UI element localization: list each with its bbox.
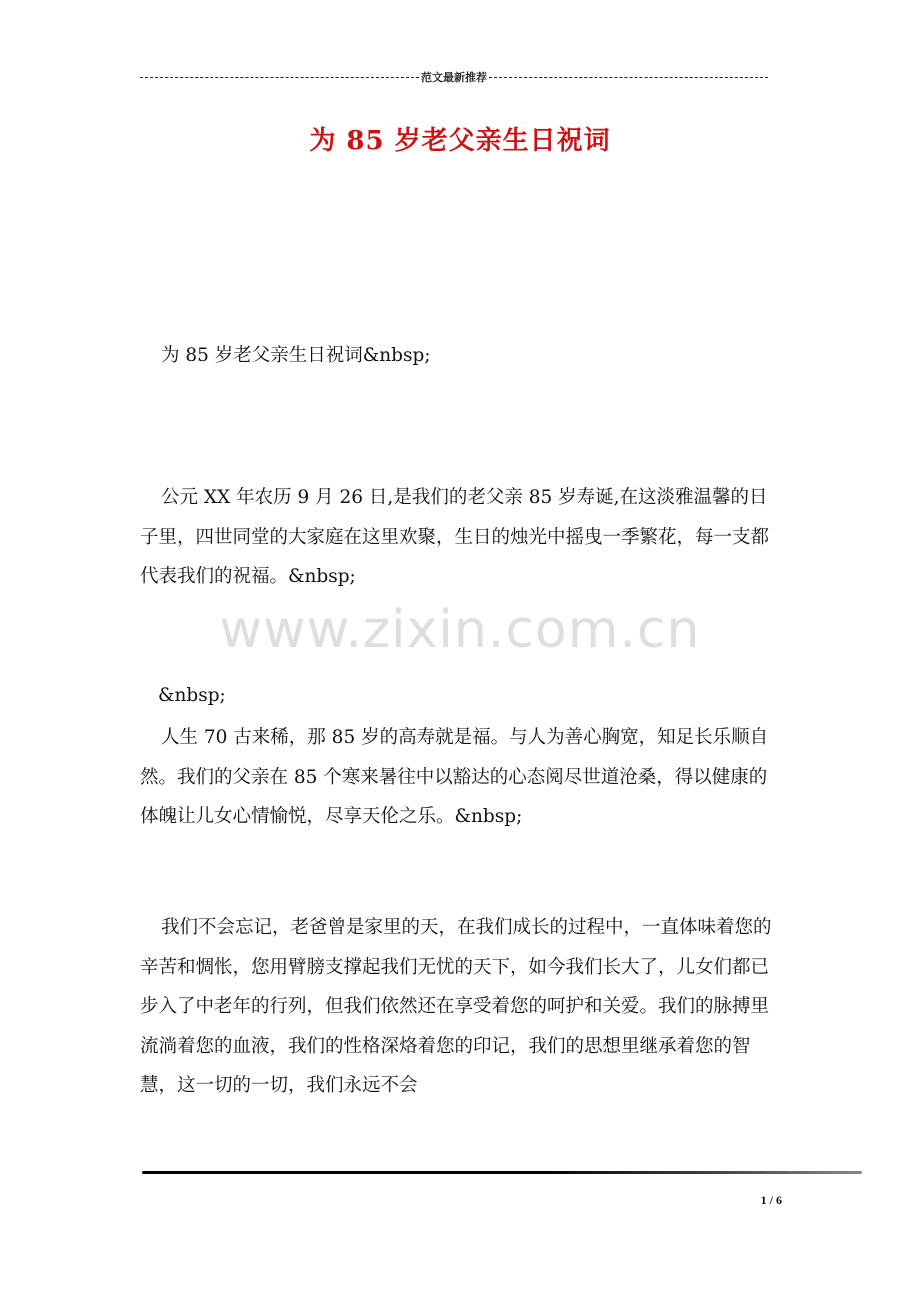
header-dash-right [489,77,768,78]
paragraph-1: 为 85 岁老父亲生日祝词&nbsp; [161,345,431,366]
header-label: 范文最新推荐 [421,71,487,84]
paragraph-2: 公元 XX 年农历 9 月 26 日,是我们的老父亲 85 岁寿诞,在这淡雅温馨的日子里，四世同堂的大家庭在这里欢聚，生日的烛光中摇曳一季繁花，每一支都代表我们的祝福。&nbsp; [140,487,770,587]
header-rule [140,70,768,84]
footer-rule [142,1171,862,1174]
paragraph-3: &nbsp; [158,685,226,706]
paragraph-4: 人生 70 古来稀，那 85 岁的高寿就是福。与人为善心胸宽，知足长乐顺自然。我们的父亲在 85 个寒来暑往中以豁达的心态阅尽世道沧桑，得以健康的体魄让儿女心情愉悦，尽享天伦之乐。&nbsp; [140,727,769,827]
watermark: www.zixin.com.cn [219,600,701,660]
paragraph-5: 我们不会忘记，老爸曾是家里的天，在我们成长的过程中，一直体味着您的辛苦和惆怅，您用臂膀支撑起我们无忧的天下，如今我们长大了，儿女们都已步入了中老年的行列，但我们依然还在享受着您的呵护和关爱。我们的脉搏里流淌着您的血液，我们的性格深烙着您的印记，我们的思想里继承着您的智慧，这一切的一切，我们永远不会 [140,917,772,1096]
page-number: 1 / 6 [760,1193,782,1207]
document-title: 为 85 岁老父亲生日祝词 [309,126,611,156]
header-dash-left [140,77,419,78]
